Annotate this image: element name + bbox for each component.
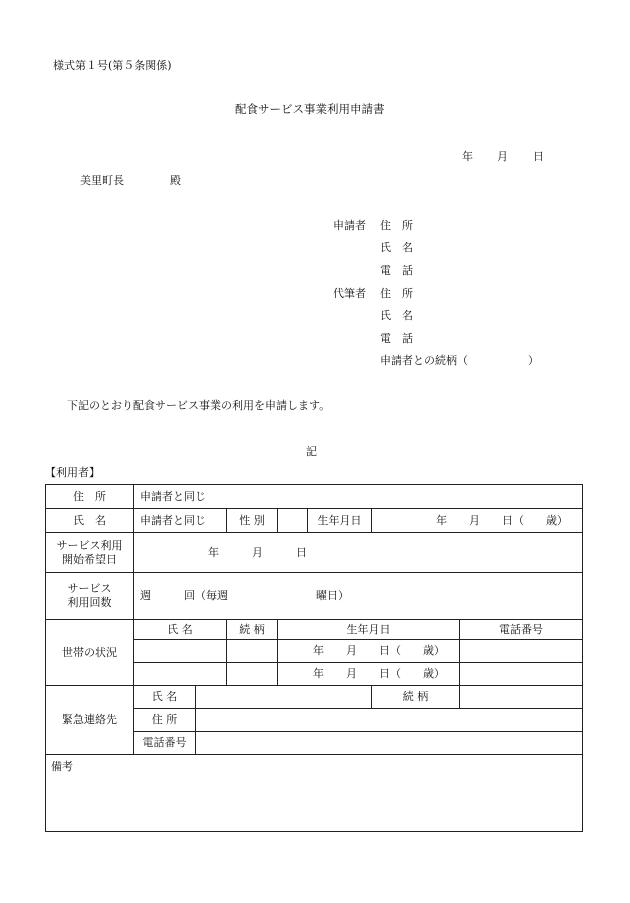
name-row — [46, 509, 583, 533]
emergency-name-row — [46, 686, 583, 709]
start-date-value[interactable]: 年 月 日 — [134, 533, 583, 573]
emergency-relation-label: 続 柄 — [372, 686, 460, 709]
remarks-label: 備考 — [51, 760, 73, 773]
household-relation-header: 続 柄 — [227, 620, 278, 640]
household-birth-header: 生年月日 — [278, 620, 460, 640]
applicant-phone-label: 電 話 — [380, 264, 413, 277]
proxy-label: 代筆者 — [333, 287, 366, 300]
service-count-label: サービス 利用回数 — [46, 573, 134, 620]
emergency-name-value[interactable] — [196, 686, 372, 709]
household-relation-cell[interactable] — [227, 663, 278, 686]
sex-value[interactable] — [278, 509, 308, 533]
household-name-cell[interactable] — [134, 640, 227, 663]
household-name-cell[interactable] — [134, 663, 227, 686]
name-value[interactable]: 申請者と同じ — [134, 509, 227, 533]
emergency-name-label: 氏 名 — [134, 686, 196, 709]
date-day-label: 日 — [533, 150, 544, 163]
household-relation-cell[interactable] — [227, 640, 278, 663]
emergency-address-label: 住 所 — [134, 709, 196, 732]
form-number: 様式第１号(第５条関係) — [53, 59, 172, 72]
start-date-label: サービス利用 開始希望日 — [46, 533, 134, 573]
proxy-relation-close: ） — [528, 354, 539, 367]
date-month-label: 月 — [497, 150, 508, 163]
proxy-address-label: 住 所 — [380, 287, 413, 300]
applicant-address-label: 住 所 — [380, 219, 413, 232]
applicant-name-label: 氏 名 — [380, 241, 413, 254]
household-header-row — [46, 620, 583, 640]
user-info-table — [45, 484, 583, 832]
household-birth-cell[interactable]: 年 月 日（ 歳） — [278, 663, 460, 686]
address-label: 住 所 — [46, 485, 134, 509]
document-title: 配食サービス事業利用申請書 — [235, 102, 385, 116]
birth-value[interactable]: 年 月 日（ 歳） — [372, 509, 583, 533]
user-section-label: 【利用者】 — [45, 466, 100, 479]
address-value[interactable]: 申請者と同じ — [134, 485, 583, 509]
proxy-name-label: 氏 名 — [380, 309, 413, 322]
household-phone-cell[interactable] — [460, 640, 583, 663]
household-label: 世帯の状況 — [46, 620, 134, 686]
household-birth-cell[interactable]: 年 月 日（ 歳） — [278, 640, 460, 663]
sex-label: 性 別 — [227, 509, 278, 533]
household-phone-cell[interactable] — [460, 663, 583, 686]
ki-heading: 記 — [306, 445, 317, 458]
emergency-phone-value[interactable] — [196, 732, 583, 755]
address-row — [46, 485, 583, 509]
birth-label: 生年月日 — [308, 509, 372, 533]
addressee: 美里町長 — [80, 174, 124, 187]
household-phone-header: 電話番号 — [460, 620, 583, 640]
date-year-label: 年 — [462, 150, 473, 163]
service-count-value[interactable]: 週 回（毎週 曜日） — [134, 573, 583, 620]
remarks-row — [46, 755, 583, 832]
proxy-phone-label: 電 話 — [380, 332, 413, 345]
remarks-field[interactable] — [46, 755, 583, 832]
emergency-address-value[interactable] — [196, 709, 583, 732]
applicant-label: 申請者 — [333, 219, 366, 232]
honorific: 殿 — [170, 174, 181, 187]
emergency-label: 緊急連絡先 — [46, 686, 134, 755]
application-statement: 下記のとおり配食サービス事業の利用を申請します。 — [67, 399, 331, 412]
start-date-row — [46, 533, 583, 573]
emergency-relation-value[interactable] — [460, 686, 583, 709]
name-label: 氏 名 — [46, 509, 134, 533]
household-name-header: 氏 名 — [134, 620, 227, 640]
proxy-relation-open: 申請者との続柄（ — [380, 354, 468, 367]
emergency-phone-label: 電話番号 — [134, 732, 196, 755]
service-count-row — [46, 573, 583, 620]
